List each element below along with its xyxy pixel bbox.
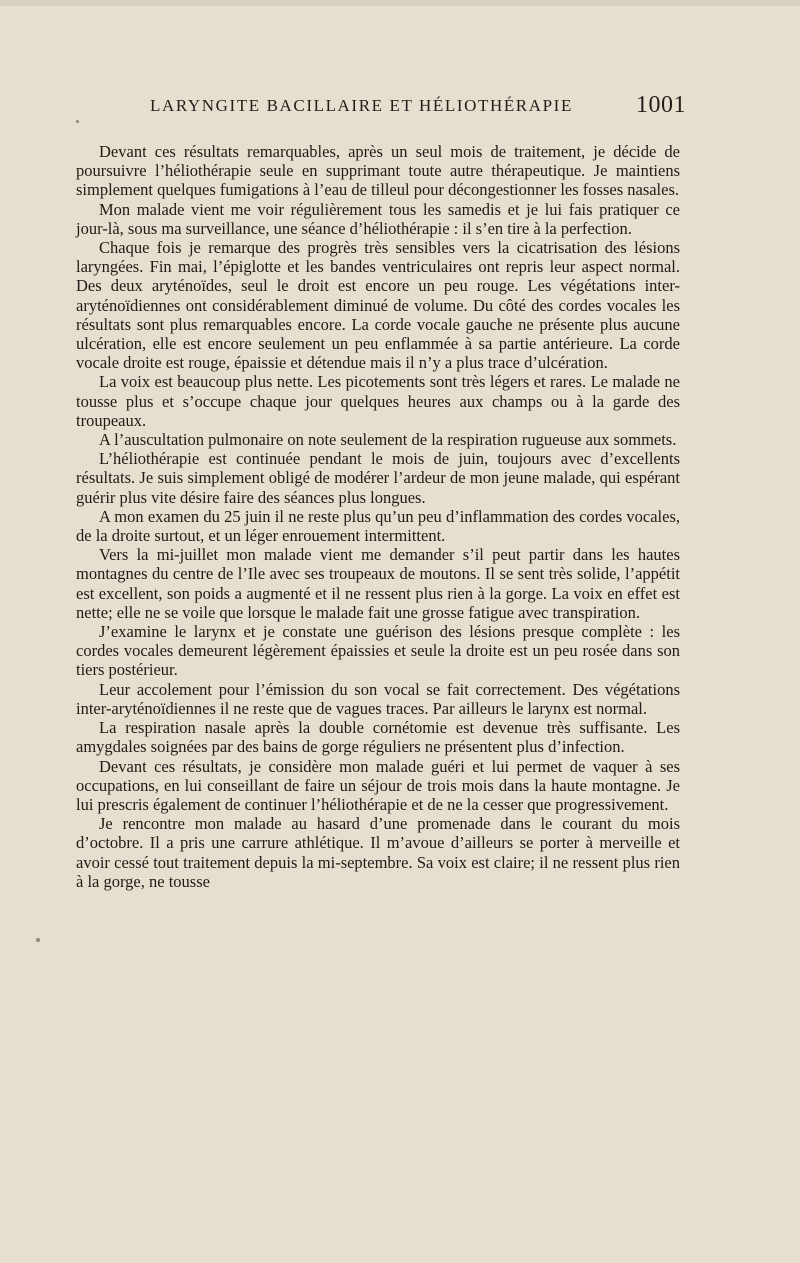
paragraph: A l’auscultation pulmonaire on note seulement de la respiration rugueuse aux sommets.: [99, 430, 677, 450]
paragraph: A mon examen du 25 juin il ne reste plus qu’un peu d’inflammation des cordes vocales, de la droite surtout, et un léger enrouement intermittent.: [76, 506, 680, 546]
running-title: LARYNGITE BACILLAIRE ET HÉLIOTHÉRAPIE: [150, 96, 573, 115]
paragraph: Leur accolement pour l’émission du son vocal se fait correctement. Des végétations inter-aryténoïdiennes il ne reste que de vagues traces. Par ailleurs le larynx est normal.: [76, 679, 680, 718]
paragraph: L’héliothérapie est continuée pendant le mois de juin, toujours avec d’excellents résultats. Je suis simplement obligé de modérer l’ardeur de mon jeune malade, qui espérant guérir plus vite désire faire des séances plus longues.: [76, 449, 680, 507]
paragraph: Je rencontre mon malade au hasard d’une promenade dans le courant du mois d’octobre. Il a pris une carrure athlétique. Il m’avoue d’ailleurs se porter à merveille et avoir cessé tout traitement depuis la mi-septembre. Sa voix est claire; il ne ressent plus rien à la gorge, ne tousse: [76, 814, 680, 891]
print-speck: [36, 938, 40, 942]
paragraph: Mon malade vient me voir régulièrement tous les samedis et je lui fais pratiquer ce jour-là, sous ma surveillance, une séance d’héliothérapie : il s’en tire à la perfection.: [76, 199, 680, 238]
paragraph: J’examine le larynx et je constate une guérison des lésions presque complète : les cordes vocales demeurent légèrement épaissies et seule la droite est un peu rosée dans son tiers postérieur.: [76, 622, 680, 680]
paragraph: Devant ces résultats remarquables, après un seul mois de traitement, je décide de poursuivre l’héliothérapie seule en supprimant toute autre thérapeutique. Je maintiens simplement quelques fumigations à l’eau de tilleul pour décongestionner les fosses nasales.: [76, 142, 680, 200]
paragraph: Chaque fois je remarque des progrès très sensibles vers la cicatrisation des lésions laryngées. Fin mai, l’épiglotte et les bandes ventriculaires ont repris leur aspect normal. Des deux aryténoïdes, seul le droit est encore un peu rouge. Les végétations inter-aryténoïdiennes ont considérablement diminué de volume. Du côté des cordes vocales les résultats sont plus remarquables encore. La corde vocale gauche ne présente plus aucune ulcération, elle est encore seulement un peu enflammée à sa partie antérieure. La corde vocale droite est rouge, épaissie et détendue mais il n’y a plus trace d’ulcération.: [76, 238, 680, 373]
print-speck: [76, 120, 79, 123]
paragraph: La respiration nasale après la double cornétomie est devenue très suffisante. Les amygdales soignées par des bains de gorge réguliers ne présentent plus d’infection.: [76, 718, 680, 757]
paragraph: Vers la mi-juillet mon malade vient me demander s’il peut partir dans les hautes montagnes du centre de l’Ile avec ses troupeaux de moutons. Il se sent très solide, l’appétit est excellent, son poids a augmenté et il ne ressent plus rien à la gorge. La voix en effet est nette; elle ne se voile que lorsque le malade fait une grosse fatigue avec transpiration.: [76, 545, 680, 622]
paragraph: Devant ces résultats, je considère mon malade guéri et lui permet de vaquer à ses occupations, en lui conseillant de faire un séjour de trois mois dans la haute montagne. Je lui prescris également de continuer l’héliothérapie et de ne la cesser que progressivement.: [76, 756, 680, 814]
page-top-edge: [0, 0, 800, 6]
running-head: [150, 92, 686, 122]
body-text: [76, 142, 680, 891]
paragraph: La voix est beaucoup plus nette. Les picotements sont très légers et rares. Le malade ne tousse plus et s’occupe chaque jour quelques heures aux champs ou à la garde des troupeaux.: [76, 372, 680, 430]
page-number: 1001: [636, 92, 686, 118]
